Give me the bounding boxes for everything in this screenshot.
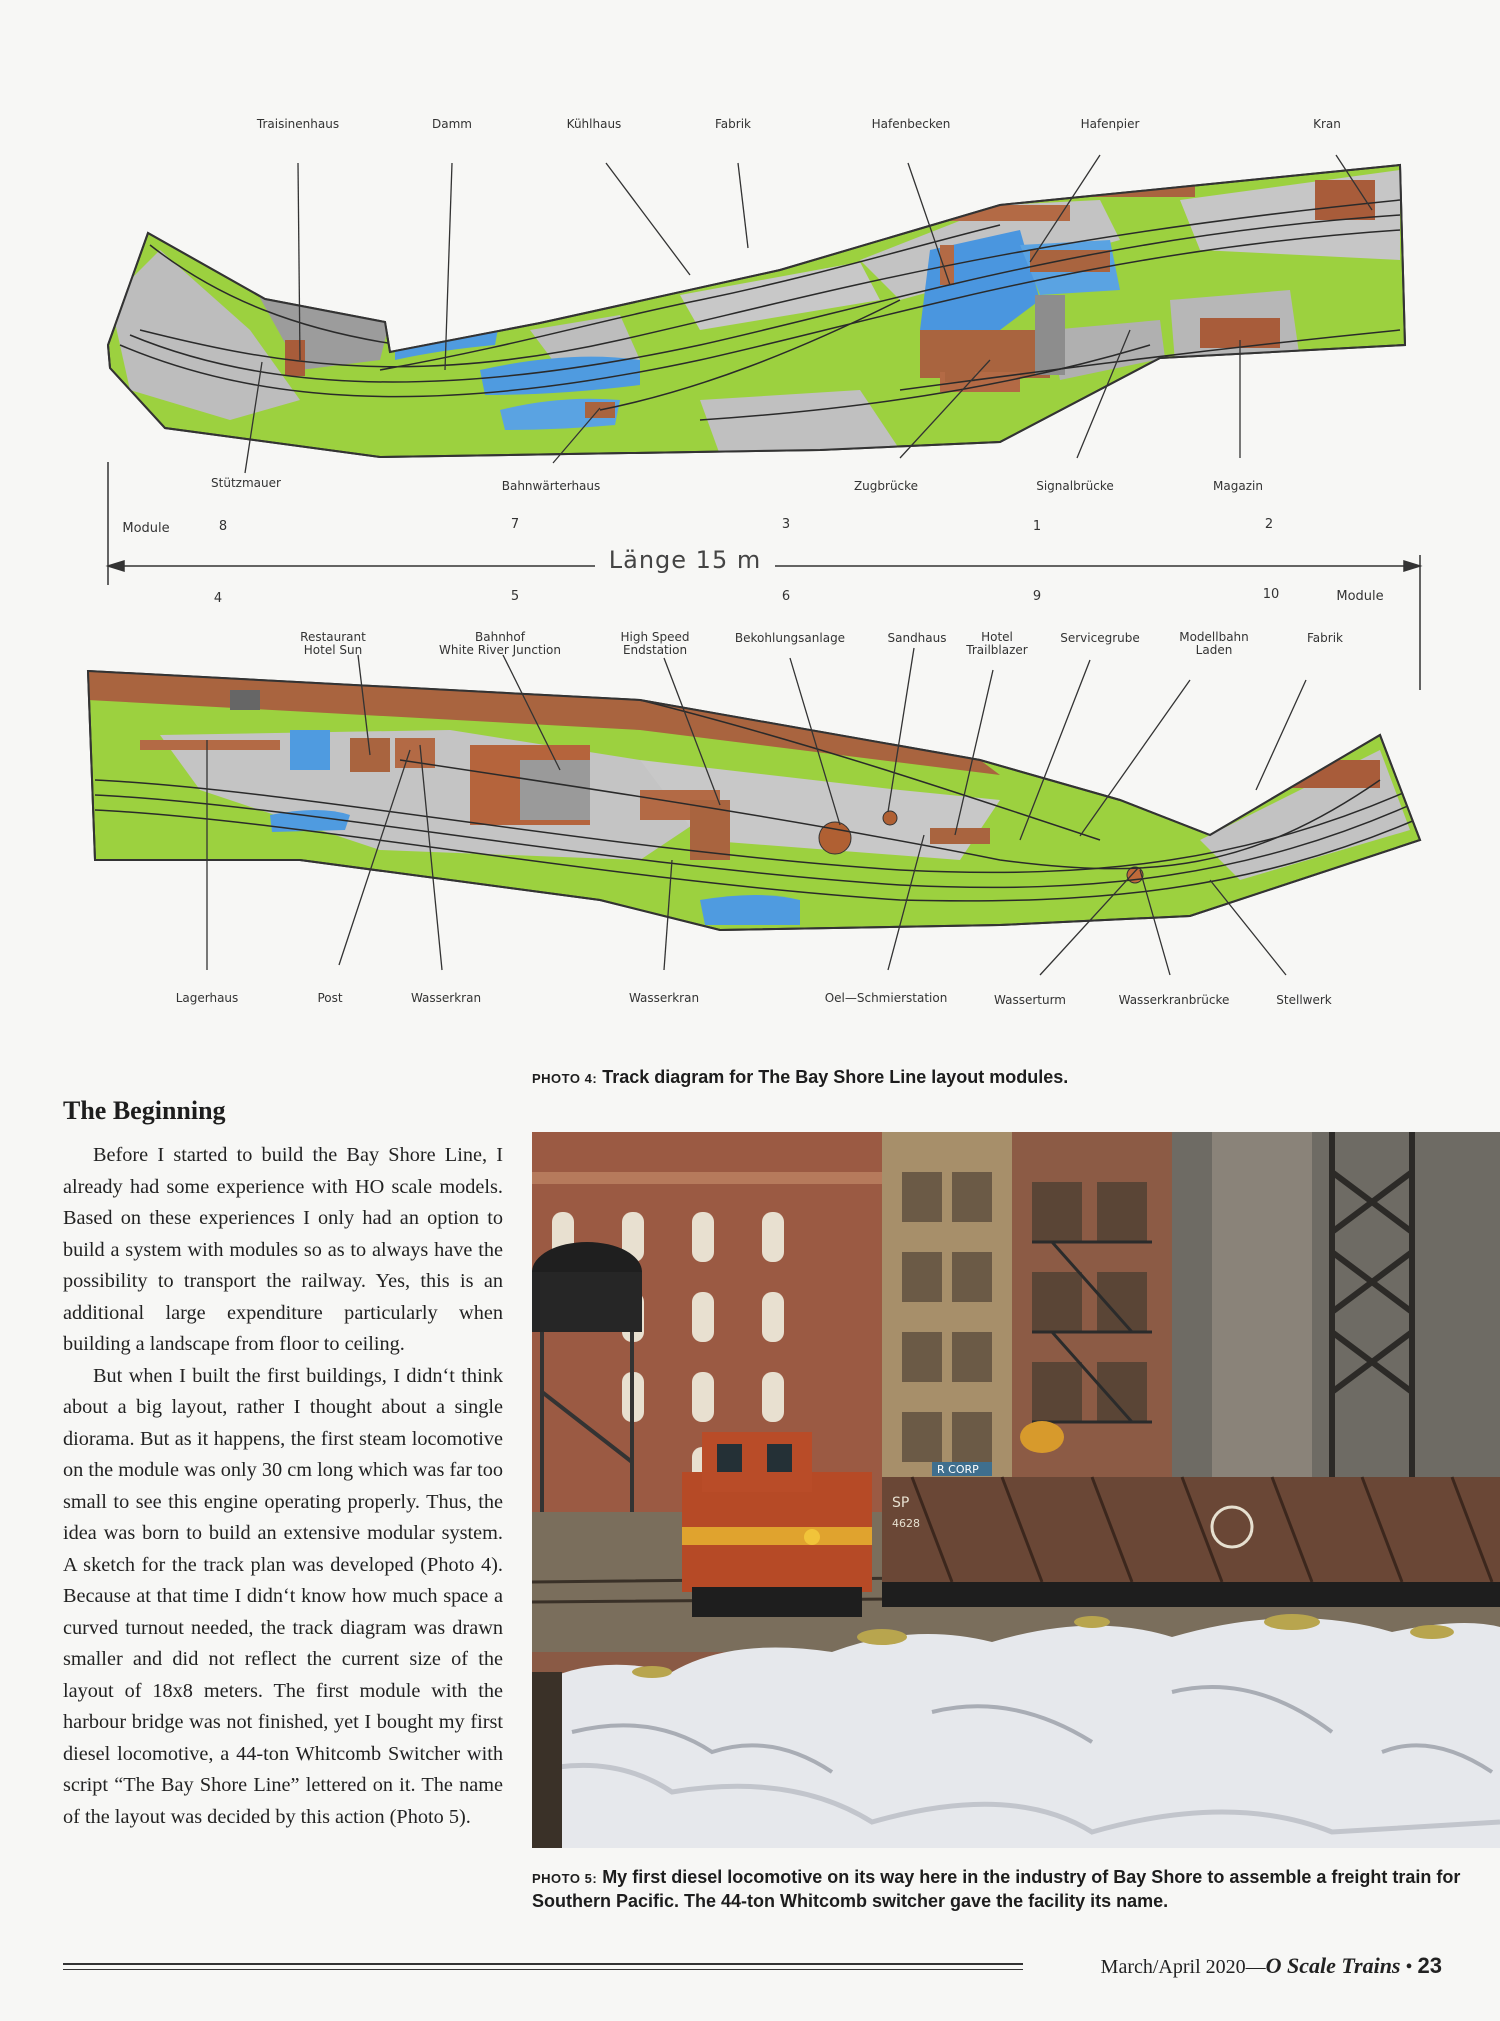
footer-rule-top — [63, 1963, 1023, 1965]
module-label-lower: Module — [1336, 589, 1384, 604]
module-number: 7 — [510, 517, 520, 532]
label-oel-schmierstation: Oel—Schmierstation — [824, 991, 948, 1005]
label-bahnwaerterhaus: Bahnwärterhaus — [501, 479, 601, 493]
label-hafenpier: Hafenpier — [1080, 117, 1140, 131]
label-bekohlungsanlage: Bekohlungsanlage — [734, 631, 846, 645]
photo4-caption — [532, 1066, 1482, 1090]
photo5-caption — [532, 1866, 1462, 1912]
module-number: 2 — [1264, 517, 1274, 532]
photo5-caption-text: My first diesel locomotive on its way here in the industry of Bay Shore to assemble a freight train for Southern Pacific. The 44-ton Whitcomb switcher gave the facility its name. — [532, 1867, 1461, 1911]
label-fabrik-upper: Fabrik — [715, 117, 751, 131]
module-number: 1 — [1032, 519, 1042, 534]
section-heading: The Beginning — [63, 1096, 226, 1125]
paragraph: Before I started to build the Bay Shore Line, I already had some experience with HO scale models. Based on these experiences I only had an option to build a system with modules so as to always have the possibility to transport the railway. Yes, this is an additional large expenditure particularly when building a landscape from floor to ceiling. — [63, 1144, 503, 1355]
footer-magazine: O Scale Trains — [1265, 1953, 1401, 1978]
label-wasserkran-1: Wasserkran — [410, 991, 482, 1005]
label-wasserturm: Wasserturm — [994, 993, 1066, 1007]
label-hafenbecken: Hafenbecken — [871, 117, 951, 131]
label-high-speed-endstation: High Speed Endstation — [620, 630, 690, 657]
paragraph: But when I built the first buildings, I didn‘t think about a big layout, rather I thought about a single diorama. But as it happens, the first steam locomotive on the module was only 30 cm long which was far too small to see this engine operating properly. Thus, the idea was born to build an extensive modular system. A sketch for the track plan was developed (Photo 4). Because at that time I didn‘t know how much space a curved turnout needed, the track diagram was drawn smaller and did not reflect the current size of the layout of 18x8 meters. The first module with the harbour bridge was not finished, yet I bought my first diesel locomotive, a 44-ton Whitcomb Switcher with script “The Bay Shore Line” lettered on it. The name of the layout was decided by this action (Photo 5). — [63, 1364, 503, 1828]
sign-text: R CORP — [937, 1463, 979, 1476]
label-damm: Damm — [432, 117, 472, 131]
label-stuetzmauer: Stützmauer — [211, 476, 281, 490]
lower-layout — [88, 671, 1420, 930]
photo5 — [532, 1132, 1500, 1848]
footer-dash: — — [1245, 1956, 1266, 1978]
module-number: 10 — [1262, 587, 1280, 602]
label-post: Post — [317, 991, 343, 1005]
module-label-upper: Module — [122, 521, 170, 536]
label-restaurant-hotel-sun: Restaurant Hotel Sun — [300, 630, 366, 657]
module-number: 4 — [213, 591, 223, 606]
label-kran: Kran — [1313, 117, 1341, 131]
footer-rule-bottom — [63, 1969, 1023, 1970]
car-text-sp: SP — [892, 1495, 910, 1511]
label-wasserkran-2: Wasserkran — [628, 991, 700, 1005]
photo5-image — [532, 1132, 1500, 1848]
page-footer — [1101, 1953, 1442, 1979]
footer-issue: March/April 2020 — [1100, 1956, 1246, 1978]
label-stellwerk: Stellwerk — [1276, 993, 1332, 1007]
module-number: 6 — [781, 589, 791, 604]
car-text-number: 4628 — [892, 1517, 920, 1530]
label-bahnhof: Bahnhof White River Junction — [439, 630, 561, 657]
article-body — [63, 1140, 503, 1833]
label-servicegrube: Servicegrube — [1060, 631, 1140, 645]
module-number: 8 — [218, 519, 228, 534]
label-fabrik-lower: Fabrik — [1307, 631, 1343, 645]
label-traisinenhaus: Traisinenhaus — [256, 117, 340, 131]
page-number: 23 — [1417, 1953, 1442, 1978]
label-modellbahn-laden: Modellbahn Laden — [1179, 630, 1249, 657]
module-number: 9 — [1032, 589, 1042, 604]
upper-layout — [108, 165, 1405, 457]
photo4-caption-text: Track diagram for The Bay Shore Line layout modules. — [602, 1067, 1069, 1087]
label-magazin: Magazin — [1213, 479, 1263, 493]
label-wasserkranbruecke: Wasserkranbrücke — [1118, 993, 1230, 1007]
label-zugbruecke: Zugbrücke — [853, 479, 919, 493]
photo4-tag: PHOTO 4: — [532, 1071, 598, 1086]
photo5-tag: PHOTO 5: — [532, 1871, 598, 1886]
label-hotel-trailblazer: Hotel Trailblazer — [966, 630, 1028, 657]
label-signalbruecke: Signalbrücke — [1036, 479, 1114, 493]
label-kuehlhaus: Kühlhaus — [566, 117, 622, 131]
label-sandhaus: Sandhaus — [887, 631, 947, 645]
module-number: 5 — [510, 589, 520, 604]
length-label: Länge 15 m — [595, 546, 775, 574]
footer-bullet: • — [1405, 1956, 1413, 1978]
module-number: 3 — [781, 517, 791, 532]
label-lagerhaus: Lagerhaus — [175, 991, 239, 1005]
